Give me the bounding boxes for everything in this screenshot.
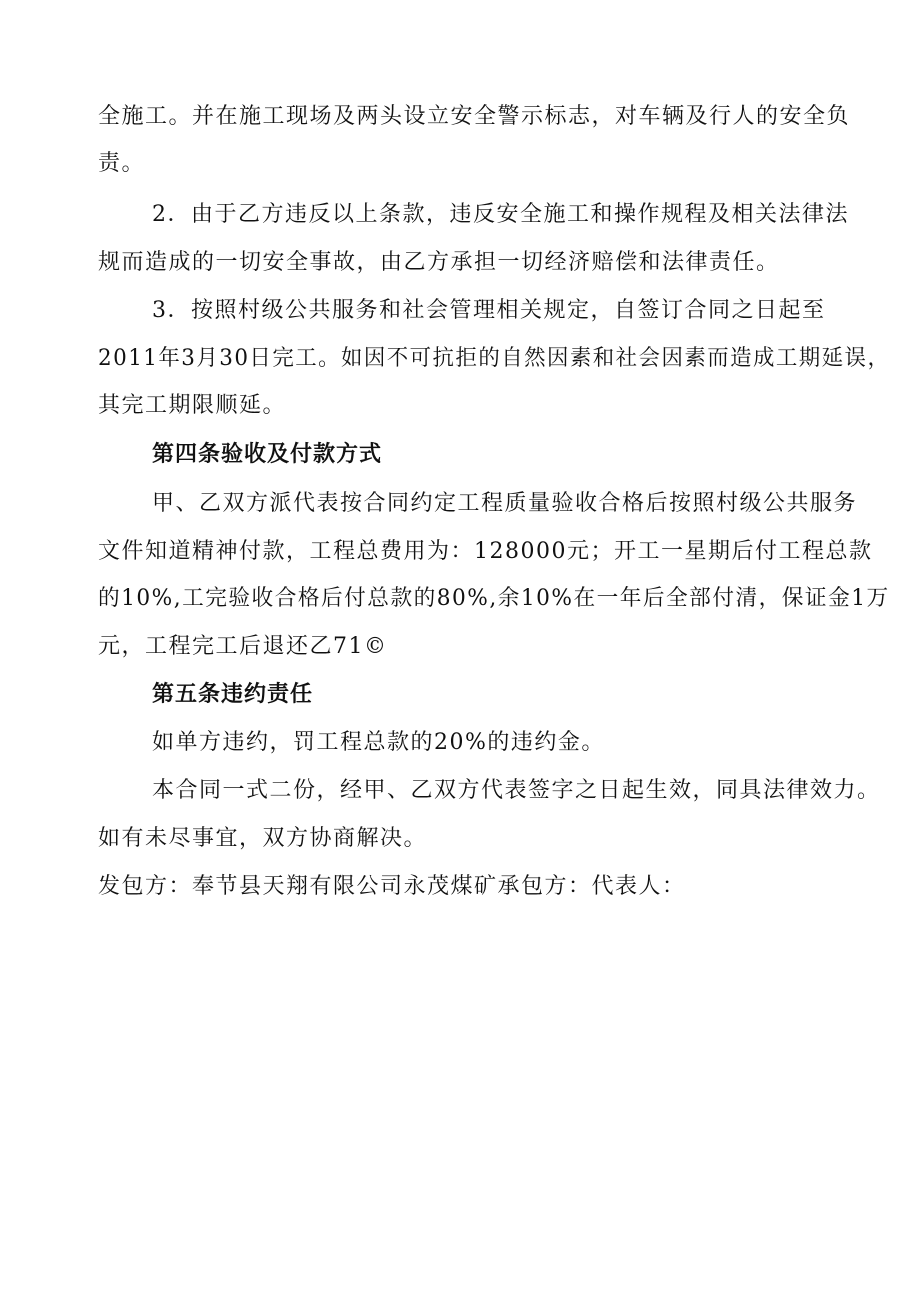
closing-line-1: 本合同一式二份，经甲、乙双方代表签字之日起生效，同具法律效力。 (152, 778, 881, 803)
article-4-line-2: 文件知道精神付款，工程总费用为：128000元；开工一星期后付工程总款 (98, 539, 873, 564)
closing-line-2: 如有未尽事宜，双方协商解决。 (98, 826, 428, 851)
article-4-heading: 第四条验收及付款方式 (152, 442, 383, 467)
signature-line: 发包方：奉节县天翔有限公司永茂煤矿承包方：代表人： (98, 874, 686, 899)
article-4-line-3: 的10%,工完验收合格后付总款的80%,余10%在一年后全部付清，保证金1万 (98, 586, 890, 611)
clause-2-line-1: 2．由于乙方违反以上条款，违反安全施工和操作规程及相关法律法 (152, 202, 849, 227)
clause-2-line-2: 规而造成的一切安全事故，由乙方承担一切经济赔偿和法律责任。 (98, 250, 780, 275)
clause-3-line-2: 2011年3月30日完工。如因不可抗拒的自然因素和社会因素而造成工期延误， (98, 346, 891, 371)
safety-paragraph-line-1: 全施工。并在施工现场及两头设立安全警示标志，对车辆及行人的安全负 (98, 104, 851, 129)
article-4-line-4: 元，工程完工后退还乙71© (98, 634, 388, 659)
article-5-heading: 第五条违约责任 (152, 682, 314, 707)
clause-3-line-3: 其完工期限顺延。 (98, 393, 287, 418)
clause-3-line-1: 3．按照村级公共服务和社会管理相关规定，自签订合同之日起至 (152, 298, 826, 323)
article-5-line-1: 如单方违约，罚工程总款的20%的违约金。 (152, 730, 605, 755)
article-4-line-1: 甲、乙双方派代表按合同约定工程质量验收合格后按照村级公共服务 (152, 491, 858, 516)
safety-paragraph-line-2: 责。 (98, 151, 146, 176)
